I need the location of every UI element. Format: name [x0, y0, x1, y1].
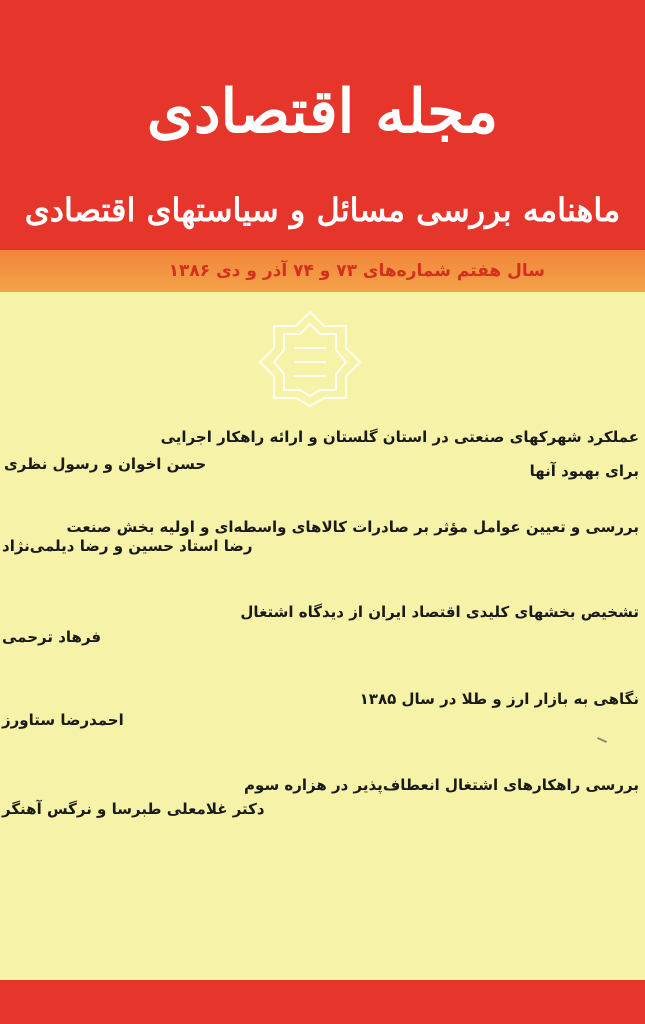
cover-header: [0, 0, 645, 250]
article-2-author: رضا استاد حسین و رضا دیلمی‌نژاد: [2, 537, 253, 555]
emblem-icon: [250, 308, 370, 408]
article-1-author: حسن اخوان و رسول نظری: [4, 455, 207, 473]
magazine-subtitle: ماهنامه بررسی مسائل و سیاستهای اقتصادی: [24, 191, 621, 229]
magazine-title: مجله اقتصادی: [146, 77, 499, 147]
article-5-author: دکتر غلامعلی طبرسا و نرگس آهنگر: [2, 800, 265, 818]
article-1-title-line1: عملکرد شهرکهای صنعتی در استان گلستان و ارائه راهکار اجرایی: [160, 428, 639, 446]
cover-footer-band: [0, 980, 645, 1024]
article-2-title: بررسی و تعیین عوامل مؤثر بر صادرات کالاهای واسطه‌ای و اولیه بخش صنعت: [66, 518, 639, 536]
article-5-title: بررسی راهکارهای اشتغال انعطاف‌پذیر در هزاره سوم: [244, 776, 639, 794]
article-3-title: تشخیص بخشهای کلیدی اقتصاد ایران از دیدگاه اشتغال: [240, 603, 639, 621]
article-4-author: احمدرضا ستاورز: [2, 711, 124, 729]
article-1-title-line2: برای بهبود آنها: [529, 462, 639, 480]
article-3-author: فرهاد ترحمی: [2, 628, 102, 646]
issue-band: [0, 250, 645, 292]
issue-info: سال هفتم شماره‌های ۷۳ و ۷۴ آذر و دی ۱۳۸۶: [168, 261, 545, 281]
article-4-title: نگاهی به بازار ارز و طلا در سال ۱۳۸۵: [359, 690, 639, 708]
